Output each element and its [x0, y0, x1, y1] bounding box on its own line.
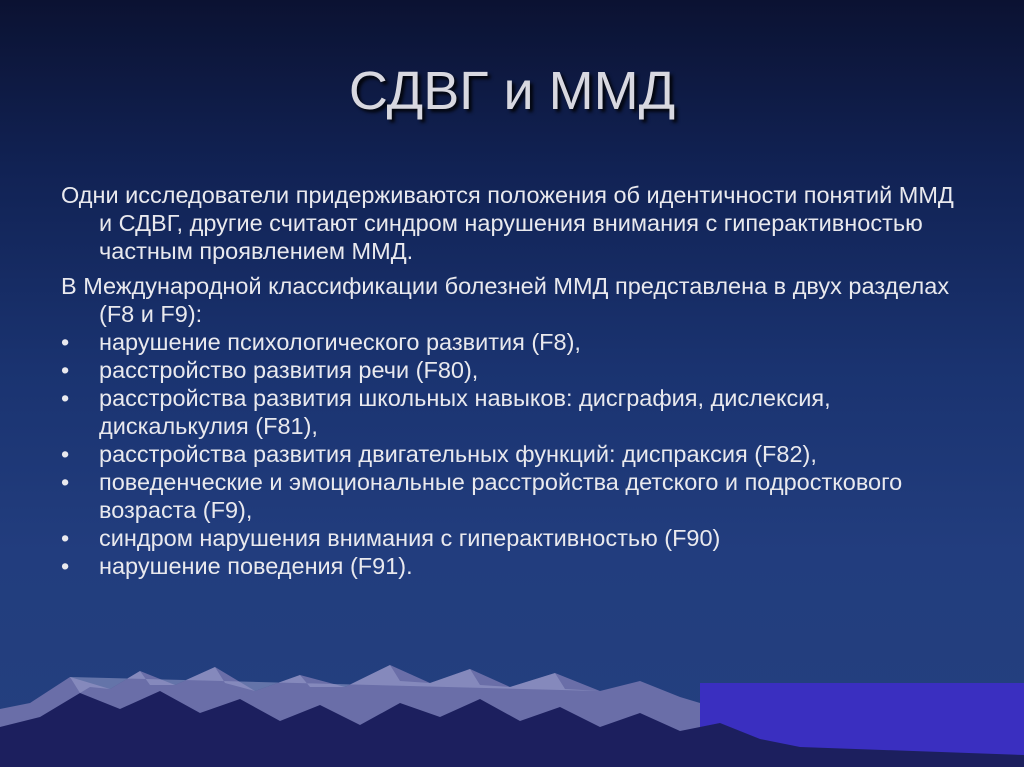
- bullet-icon: •: [61, 553, 70, 579]
- bullet-item: [61, 552, 971, 580]
- bullet-text: синдром нарушения внимания с гиперактивностью (F90): [99, 525, 721, 551]
- bullet-icon: •: [61, 357, 70, 383]
- bullet-item: [61, 468, 971, 524]
- slide-body: [61, 181, 971, 580]
- bullet-icon: •: [61, 469, 70, 495]
- bullet-text: расстройства развития школьных навыков: дисграфия, дислексия, дискалькулия (F81),: [99, 385, 831, 439]
- bullet-item: [61, 524, 971, 552]
- bullet-text: расстройство развития речи (F80),: [99, 357, 479, 383]
- intro-paragraph: Одни исследователи придерживаются положения об идентичности понятий ММД и СДВГ, другие считают синдром нарушения внимания с гиперактивностью частным проявлением ММД.: [61, 182, 954, 264]
- slide-title: СДВГ и ММД: [348, 61, 676, 121]
- bullet-icon: •: [61, 525, 70, 551]
- bullet-item: [61, 328, 971, 356]
- bullet-item: [61, 384, 971, 440]
- bullet-icon: •: [61, 441, 70, 467]
- bullet-text: нарушение психологического развития (F8),: [99, 329, 581, 355]
- classification-paragraph: В Международной классификации болезней ММД представлена в двух разделах (F8 и F9):: [61, 273, 950, 327]
- bullet-icon: •: [61, 385, 70, 411]
- bullet-text: расстройства развития двигательных функций: диспраксия (F82),: [99, 441, 817, 467]
- bullet-text: поведенческие и эмоциональные расстройства детского и подросткового возраста (F9),: [99, 469, 903, 523]
- bullet-icon: •: [61, 329, 70, 355]
- bullet-text: нарушение поведения (F91).: [99, 553, 413, 579]
- mountain-silhouette: [0, 647, 1024, 767]
- bullet-item: [61, 440, 971, 468]
- bullet-item: [61, 356, 971, 384]
